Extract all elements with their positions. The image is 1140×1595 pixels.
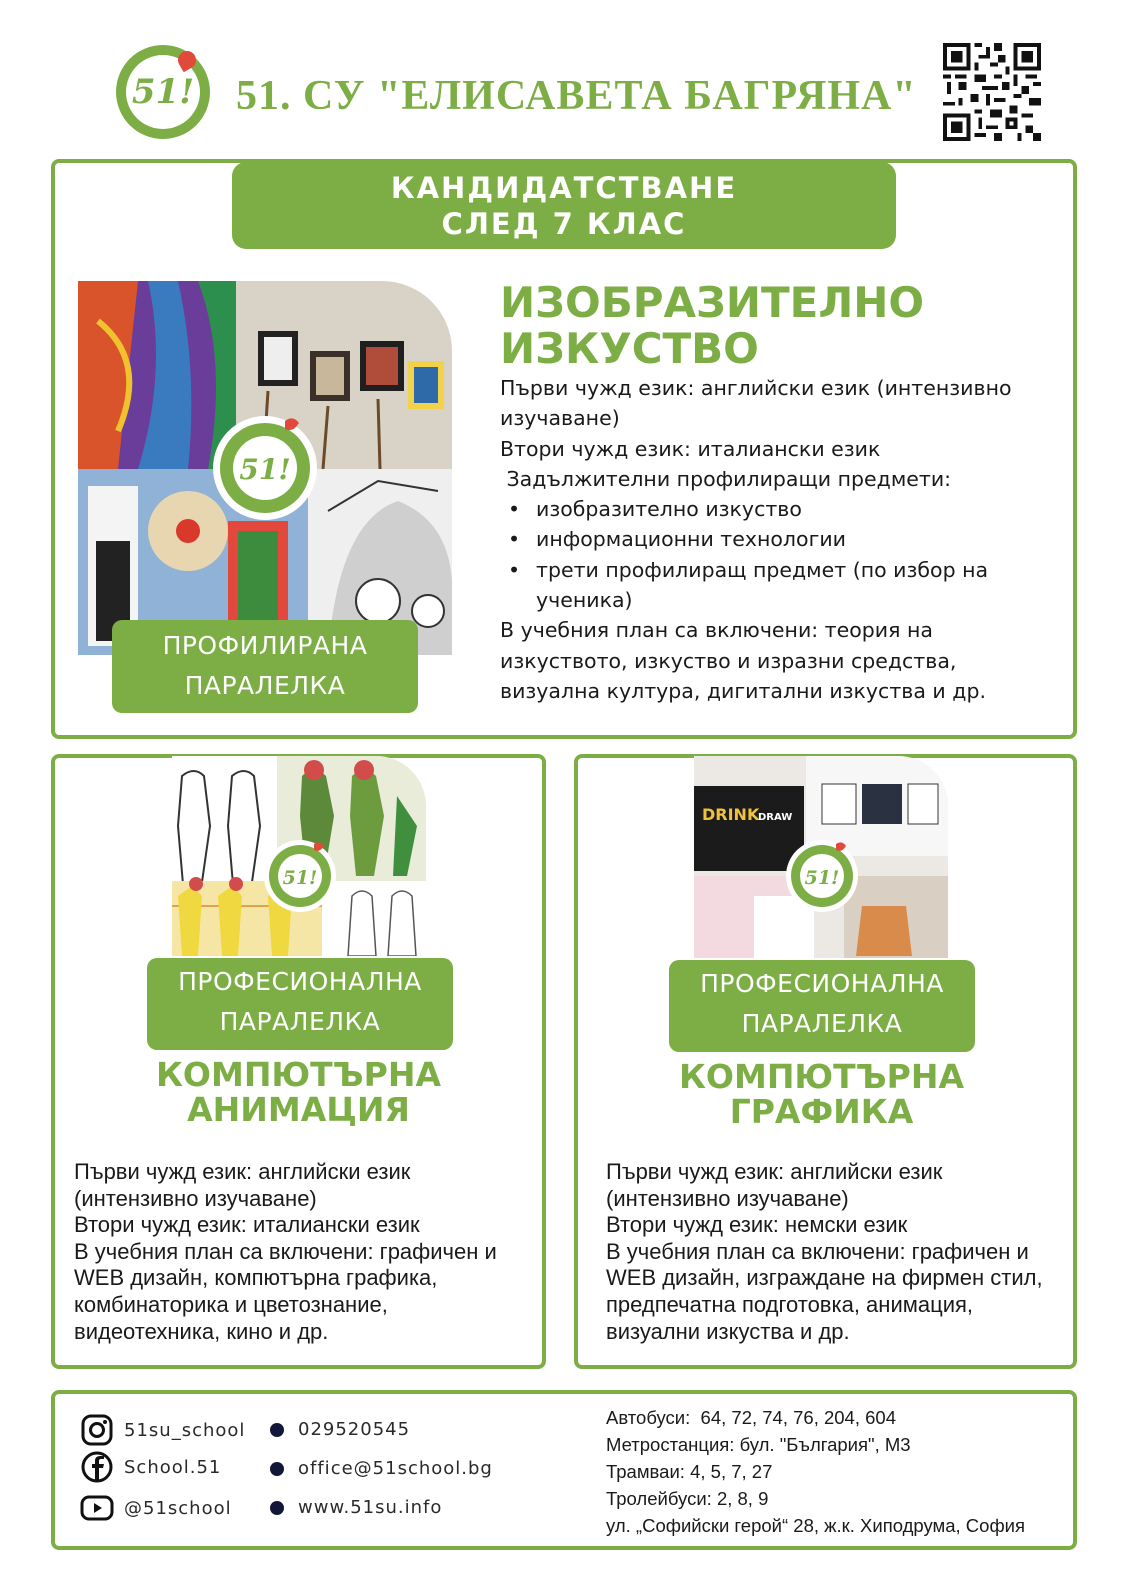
school-address: ул. „Софийски герой“ 28, ж.к. Хиподрума, София (606, 1515, 1026, 1536)
art-lang1: Първи чужд език: английски език (интензивно изучаване) (500, 376, 1012, 431)
graphics-collage-image (694, 756, 948, 958)
art-description (500, 373, 1040, 706)
svg-text:DRINK: DRINK (702, 805, 760, 824)
art-lang2: Втори чужд език: италиански език (500, 436, 881, 461)
bullet-icon (270, 1501, 284, 1515)
list-item: • трети профилиращ предмет (по избор на ученика) (500, 555, 1040, 616)
animation-title: КОМПЮТЪРНА АНИМАЦИЯ (155, 1055, 442, 1129)
instagram-link[interactable]: 51su_school (80, 1413, 245, 1447)
animation-collage-image (172, 756, 426, 956)
art-subjects-title: Задължителни профилиращи предмети: (500, 466, 952, 491)
profile-badge: ПРОФИЛИРАНА ПАРАЛЕЛКА (112, 620, 418, 713)
bullet-icon (270, 1423, 284, 1437)
youtube-link[interactable]: @51school (80, 1491, 232, 1525)
list-item: • изобразително изкуство (500, 494, 1040, 524)
school-logo: 51! (116, 45, 210, 139)
professional-badge-graphics: ПРОФЕСИОНАЛНА ПАРАЛЕЛКА (669, 960, 975, 1052)
art-subjects-list (500, 494, 1040, 615)
metro-station: Метростанция: бул. "България", М3 (606, 1434, 911, 1455)
email-contact[interactable]: office@51school.bg (270, 1458, 493, 1479)
art-title: ИЗОБРАЗИТЕЛНО ИЗКУСТВО (500, 278, 925, 373)
facebook-icon (80, 1450, 114, 1484)
facebook-link[interactable]: School.51 (80, 1450, 221, 1484)
art-plan: В учебния план са включени: теория на изкуството, изкуство и изразни средства, визуална култура, дигитални изкуства и др. (500, 618, 986, 703)
professional-badge-animation: ПРОФЕСИОНАЛНА ПАРАЛЕЛКА (147, 958, 453, 1050)
qr-code-icon (943, 43, 1041, 141)
youtube-icon (80, 1491, 114, 1525)
website-link[interactable]: www.51su.info (270, 1497, 442, 1518)
tram-lines: Трамваи: 4, 5, 7, 27 (606, 1461, 773, 1482)
graphics-title: КОМПЮТЪРНА ГРАФИКА (678, 1057, 965, 1131)
list-item: • информационни технологии (500, 524, 1040, 554)
svg-text:DRAW: DRAW (758, 812, 793, 823)
school-name: 51. СУ "ЕЛИСАВЕТА БАГРЯНА" (236, 73, 917, 119)
svg-text:51!: 51! (239, 453, 291, 486)
graphics-description: Първи чужд език: английски език (интензивно изучаване) Втори чужд език: немски език В учебния план са включени: графичен и WEB дизайн, изграждане на фирмен стил, предпечатна подготовка, анимация, визуални изкуства и др. (606, 1159, 1043, 1344)
apply-banner: КАНДИДАТСТВАНЕ СЛЕД 7 КЛАС (232, 162, 896, 249)
trolley-lines: Тролейбуси: 2, 8, 9 (606, 1488, 769, 1509)
phone-contact[interactable]: 029520545 (270, 1419, 410, 1440)
svg-text:51!: 51! (282, 867, 318, 889)
svg-text:51!: 51! (804, 867, 840, 889)
animation-description: Първи чужд език: английски език (интензивно изучаване) Втори чужд език: италиански език В учебния план са включени: графичен и WEB дизайн, компютърна графика, комбинаторика и цветознание, видеотехника, кино и др. (74, 1159, 497, 1344)
transport-info (606, 1404, 1025, 1539)
instagram-icon (80, 1413, 114, 1447)
bullet-icon (270, 1462, 284, 1476)
bus-lines: Автобуси: 64, 72, 74, 76, 204, 604 (606, 1407, 896, 1428)
art-collage-image (78, 281, 452, 655)
